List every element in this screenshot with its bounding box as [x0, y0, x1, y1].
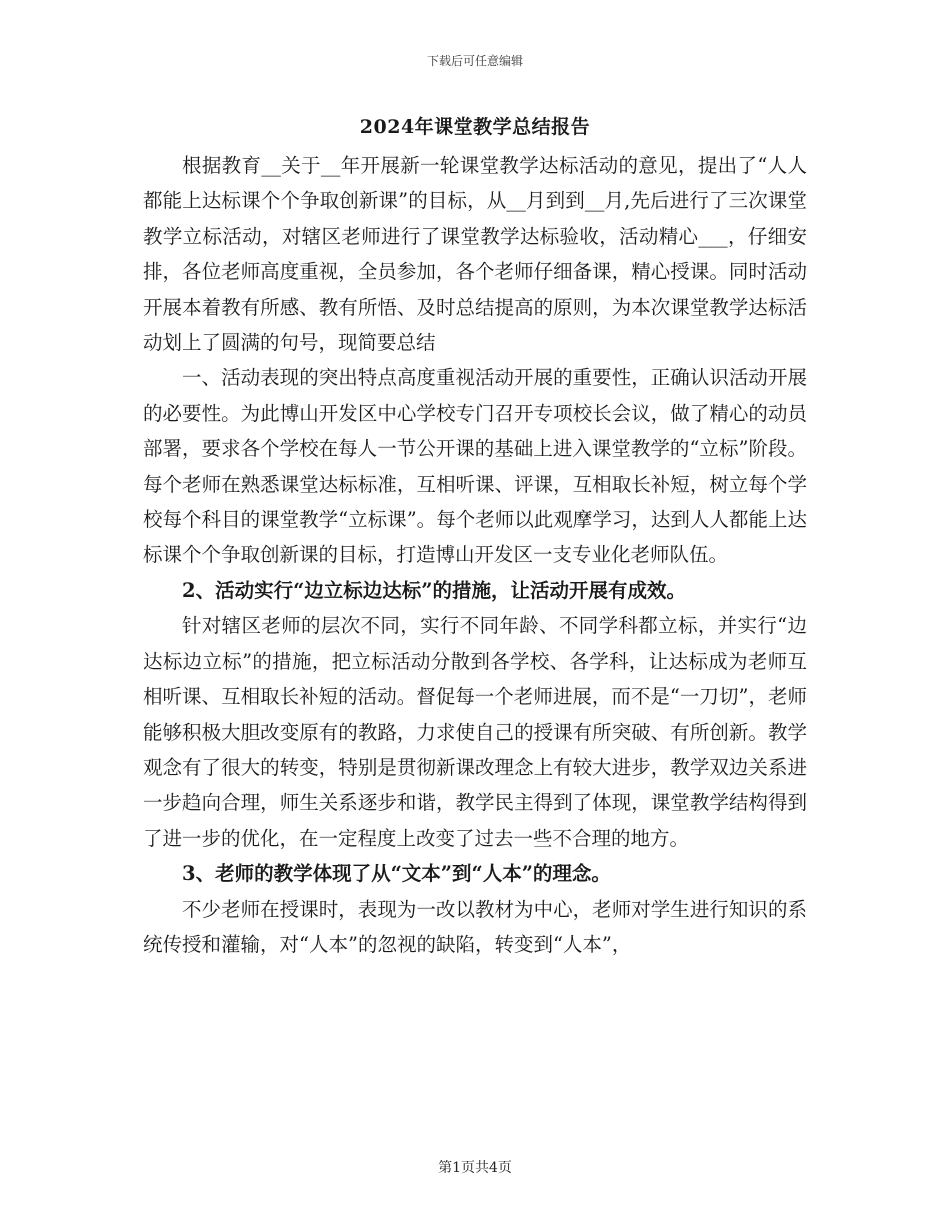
page-footer-number: 第1页共4页	[438, 1160, 512, 1176]
document-title: 2024年课堂教学总结报告	[359, 116, 591, 138]
document-body	[143, 148, 807, 962]
section-2-heading: 2、活动实行“边立标边达标”的措施，让活动开展有成效。	[182, 578, 687, 602]
page-header-note: 下载后可任意编辑	[426, 54, 523, 68]
section-3-paragraph: 不少老师在授课时，表现为一改以教材为中心，老师对学生进行知识的系统传授和灌输，对“人本”的忽视的缺陷，转变到“人本”，	[143, 897, 807, 956]
intro-paragraph: 根据教育__关于__年开展新一轮课堂教学达标活动的意见，提出了“人人都能上达标课个个争取创新课”的目标，从__月到到__月,先后进行了三次课堂教学立标活动，对辖区老师进行了课堂教学达标验收，活动精心___，仔细安排，各位老师高度重视，全员参加，各个老师仔细备课，精心授课。同时活动开展本着教有所感、教有所悟、及时总结提高的原则，为本次课堂教学达标活动划上了圆满的句号，现简要总结	[143, 154, 807, 355]
section-3-heading: 3、老师的教学体现了从“文本”到“人本”的理念。	[182, 862, 611, 886]
section-1-paragraph: 一、活动表现的突出特点高度重视活动开展的重要性，正确认识活动开展的必要性。为此博山开发区中心学校专门召开专项校长会议，做了精心的动员部署，要求各个学校在每人一节公开课的基础上进入课堂教学的“立标”阶段。每个老师在熟悉课堂达标标准，互相听课、评课，互相取长补短，树立每个学校每个科目的课堂教学“立标课”。每个老师以此观摩学习，达到人人都能上达标课个个争取创新课的目标，打造博山开发区一支专业化老师队伍。	[143, 366, 807, 567]
section-2-paragraph: 针对辖区老师的层次不同，实行不同年龄、不同学科都立标，并实行“边达标边立标”的措施，把立标活动分散到各学校、各学科，让达标成为老师互相听课、互相取长补短的活动。督促每一个老师进展，而不是“一刀切”，老师能够积极大胆改变原有的教路，力求使自己的授课有所突破、有所创新。教学观念有了很大的转变，特别是贯彻新课改理念上有较大进步，教学双边关系进一步趋向合理，师生关系逐步和谐，教学民主得到了体现，课堂教学结构得到了进一步的优化，在一定程度上改变了过去一些不合理的地方。	[143, 614, 807, 850]
